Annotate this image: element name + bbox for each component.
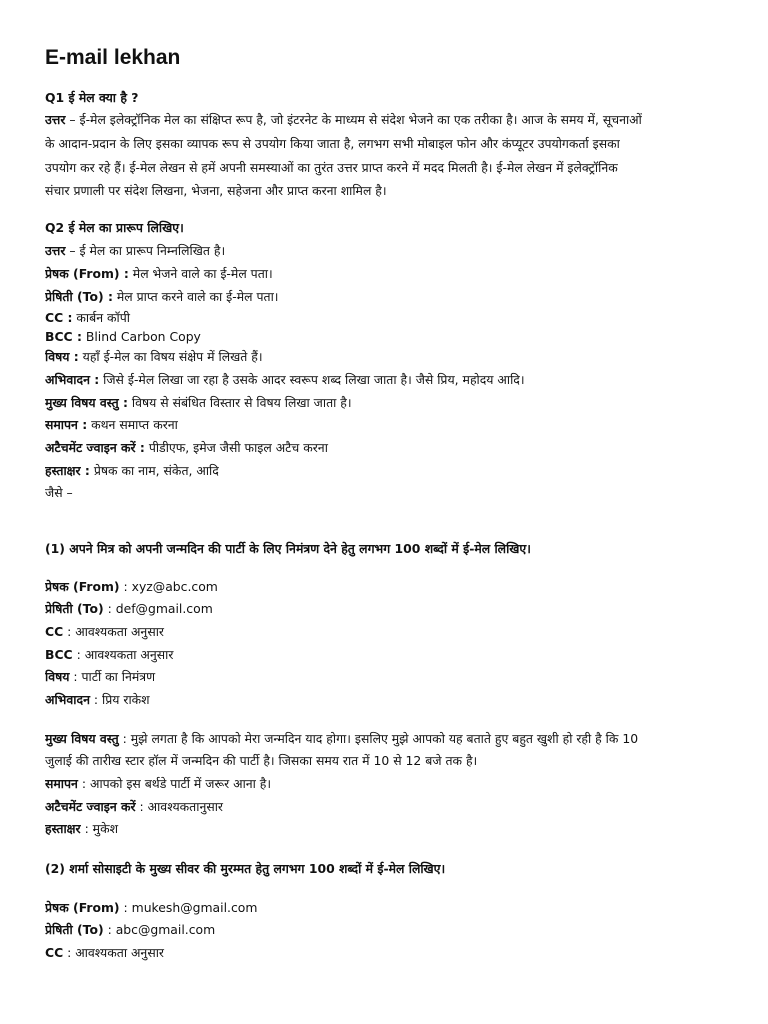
field-label: BCC : [45, 329, 82, 344]
q2-answer-line [45, 240, 728, 262]
field-label: समापन [45, 776, 78, 791]
example-2-heading: (2) शर्मा सोसाइटी के मुख्य सीवर की मुरम्मत हेतु लगभग 100 शब्दों में ई-मेल लिखिए। [45, 861, 446, 876]
q1-answer-line: उपयोग कर रहे हैं। ई-मेल लेखन से हमें अपनी समस्याओं का तुरंत उत्तर प्राप्त करने में मदद मिलती है। ई-मेल लेखन में इलेक्ट्रॉनिक [45, 160, 618, 175]
field-label: हस्ताक्षर : [45, 463, 90, 478]
field-label: CC [45, 624, 64, 639]
email-body-line: जुलाई की तारीख स्टार हॉल में जन्मदिन की पार्टी है। जिसका समय रात में 10 से 12 बजे तक है। [45, 753, 478, 768]
field-label: CC [45, 945, 64, 960]
email-field [45, 598, 728, 620]
field-label: प्रेषक (From) [45, 900, 120, 915]
email-body-line [45, 728, 728, 750]
field-label: अटैचमेंट ज्वाइन करें [45, 799, 136, 814]
format-field [45, 263, 728, 285]
answer-label: उत्तर [45, 243, 66, 258]
answer-text: – ई मेल का प्रारूप निम्नलिखित है। [65, 243, 226, 258]
field-value: : def@gmail.com [103, 601, 213, 616]
field-value: : मुकेश [80, 821, 119, 836]
field-value: : mukesh@gmail.com [119, 900, 258, 915]
answer-text: – ई-मेल इलेक्ट्रॉनिक मेल का संक्षिप्त रूप है, जो इंटरनेट के माध्यम से संदेश भेजने का एक तरीका है। आज के समय में, सूचनाओं [65, 112, 642, 127]
email-field [45, 919, 728, 941]
field-value: कथन समाप्त करना [87, 417, 178, 432]
field-label: प्रेषिती (To) : [45, 289, 113, 304]
field-label: अभिवादन : [45, 372, 100, 387]
field-value: यहाँ ई-मेल का विषय संक्षेप में लिखते हैं। [78, 349, 263, 364]
field-label: हस्ताक्षर [45, 821, 81, 836]
example-intro: जैसे – [45, 485, 73, 500]
field-value: : आवश्यकता अनुसार [72, 647, 174, 662]
format-field [45, 414, 728, 436]
email-field [45, 796, 728, 818]
field-value: : पार्टी का निमंत्रण [69, 669, 156, 684]
field-label: अटैचमेंट ज्वाइन करें : [45, 440, 145, 455]
field-value: जिसे ई-मेल लिखा जा रहा है उसके आदर स्वरूप शब्द लिखा जाता है। जैसे प्रिय, महोदय आदि। [99, 372, 525, 387]
format-field [45, 437, 728, 459]
field-value: : मुझे लगता है कि आपको मेरा जन्मदिन याद होगा। इसलिए मुझे आपको यह बताते हुए बहुत खुशी हो रही है कि 10 [118, 731, 639, 746]
email-field [45, 689, 728, 711]
email-field [45, 818, 728, 840]
field-value: कार्बन कॉपी [72, 310, 130, 325]
q1-question: Q1 ई मेल क्या है ? [45, 90, 139, 105]
format-field [45, 346, 728, 368]
field-label: समापन : [45, 417, 88, 432]
q1-answer-line: संचार प्रणाली पर संदेश लिखना, भेजना, सहेजना और प्राप्त करना शामिल है। [45, 183, 387, 198]
field-value: : abc@gmail.com [103, 922, 216, 937]
field-label: BCC [45, 647, 73, 662]
field-label: मुख्य विषय वस्तु : [45, 395, 128, 410]
field-value: : xyz@abc.com [119, 579, 218, 594]
field-label: मुख्य विषय वस्तु [45, 731, 119, 746]
field-value: प्रेषक का नाम, संकेत, आदि [89, 463, 219, 478]
email-field [45, 666, 728, 688]
email-field [45, 942, 728, 964]
field-label: अभिवादन [45, 692, 90, 707]
email-field [45, 644, 728, 666]
email-field [45, 897, 728, 919]
q2-question: Q2 ई मेल का प्रारूप लिखिए। [45, 220, 184, 235]
email-field [45, 576, 728, 598]
field-label: प्रेषिती (To) [45, 922, 104, 937]
field-label: प्रेषिती (To) [45, 601, 104, 616]
field-label: प्रेषक (From) : [45, 266, 129, 281]
answer-label: उत्तर [45, 112, 66, 127]
field-value: : प्रिय राकेश [89, 692, 150, 707]
q1-answer-line: के आदान-प्रदान के लिए इसका व्यापक रूप से उपयोग किया जाता है, लगभग सभी मोबाइल फोन और कंप्यूटर उपयोगकर्ता इसका [45, 136, 620, 151]
email-field [45, 773, 728, 795]
field-value: : आवश्यकता अनुसार [63, 945, 164, 960]
field-label: प्रेषक (From) [45, 579, 120, 594]
field-value: Blind Carbon Copy [81, 329, 201, 344]
field-value: : आवश्यकतानुसार [135, 799, 223, 814]
field-value: पीडीएफ, इमेज जैसी फाइल अटैच करना [144, 440, 328, 455]
format-field [45, 326, 728, 348]
format-field [45, 286, 728, 308]
format-field [45, 392, 728, 414]
format-field [45, 369, 728, 391]
field-value: : आवश्यकता अनुसार [63, 624, 164, 639]
example-1-heading: (1) अपने मित्र को अपनी जन्मदिन की पार्टी के लिए निमंत्रण देने हेतु लगभग 100 शब्दों में ई-मेल लिखिए। [45, 541, 531, 556]
q1-answer-line [45, 109, 728, 131]
field-label: विषय : [45, 349, 79, 364]
field-value: मेल प्राप्त करने वाले का ई-मेल पता। [112, 289, 279, 304]
page-title: E-mail lekhan [45, 46, 181, 69]
field-value: : आपको इस बर्थडे पार्टी में जरूर आना है। [77, 776, 272, 791]
email-field [45, 621, 728, 643]
field-label: CC : [45, 310, 73, 325]
format-field [45, 460, 728, 482]
field-value: मेल भेजने वाले का ई-मेल पता। [128, 266, 273, 281]
field-label: विषय [45, 669, 70, 684]
field-value: विषय से संबंधित विस्तार से विषय लिखा जाता है। [127, 395, 352, 410]
